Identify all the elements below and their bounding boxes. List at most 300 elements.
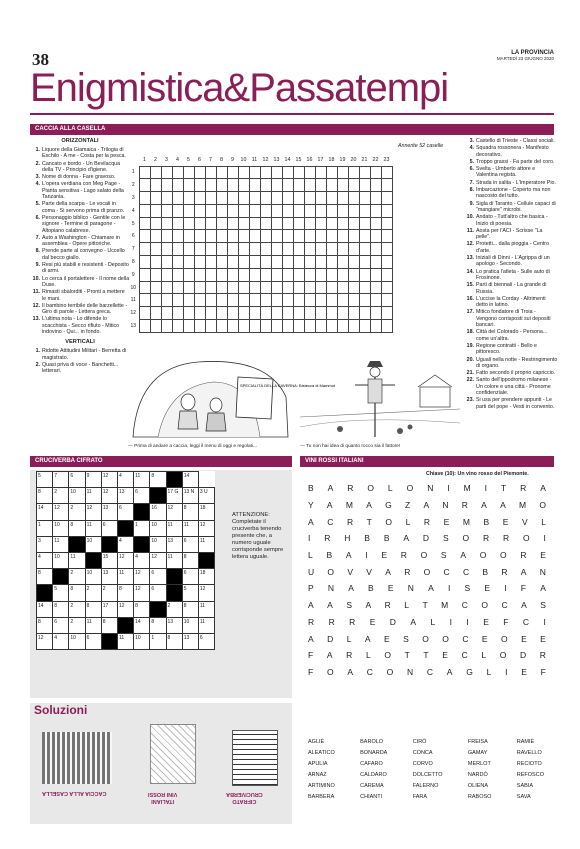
wordsearch-letter: A (327, 483, 334, 494)
sol-label-vini (148, 790, 177, 804)
grid-cell (183, 268, 194, 281)
wordsearch-letter: L (486, 666, 492, 677)
wordsearch-letter: N (327, 583, 334, 594)
wordsearch-letter: A (540, 583, 546, 594)
grid-corner (128, 155, 139, 166)
grid-cell (139, 281, 150, 294)
wordsearch-letter: D (422, 533, 430, 544)
cifrato-cell: 8 (150, 472, 166, 488)
wordsearch-letter: A (308, 516, 314, 527)
cifrato-cell (37, 585, 53, 601)
orizzontali-clue-number: 6. (35, 214, 40, 221)
grid-cell (227, 243, 238, 256)
grid-cell (282, 294, 293, 307)
grid-header-row (128, 155, 392, 166)
cifrato-cell: 11 (198, 617, 214, 633)
grid-cell (326, 243, 337, 256)
verticali-clue-text: Uguali nella notte - Restringimento di organo. (476, 356, 558, 369)
word-item: CAREMA (360, 783, 384, 789)
orizzontali-clue-text: Rimasti sbalorditi - Pronti a mettere le mani. (42, 289, 125, 302)
grid-cell (326, 281, 337, 294)
wordsearch-letter: F (540, 666, 546, 677)
cifrato-cell (101, 633, 117, 649)
grid-cell (282, 256, 293, 269)
wordsearch-letter: F (308, 666, 314, 677)
wordsearch-letter: O (386, 666, 394, 677)
grid-cell (348, 268, 359, 281)
grid-row (128, 204, 392, 217)
grid-cell (315, 281, 326, 294)
grid-cell (293, 166, 304, 179)
verticali-clue (464, 296, 558, 309)
grid-cell (194, 230, 205, 243)
wordsearch-letter: L (405, 516, 411, 527)
grid-cell (172, 307, 183, 320)
cifrato-cell (69, 536, 85, 552)
grid-cell (139, 166, 150, 179)
grid-cell (381, 192, 392, 205)
wordsearch-row (308, 664, 546, 681)
grid-cell (205, 268, 216, 281)
grid-row-number: 12 (130, 310, 137, 317)
wordsearch-letter: F (503, 616, 509, 627)
cifrato-cell: 12 (198, 585, 214, 601)
grid-cell (139, 320, 150, 333)
verticali-title: VERTICALI (65, 339, 95, 346)
grid-cell (282, 179, 293, 192)
orizzontali-clue-number: 9. (35, 262, 40, 269)
grid-col-number: 11 (251, 157, 258, 164)
cifrato-cell: 4 (134, 552, 150, 568)
orizzontali-clue (30, 276, 130, 289)
wordsearch-letter: R (308, 616, 315, 627)
grid-cell (271, 294, 282, 307)
verticali-clue (464, 269, 558, 282)
wordsearch-letter: E (383, 633, 390, 644)
grid-cell (260, 166, 271, 179)
wordsearch-letter: O (327, 566, 335, 577)
wordsearch-letter: A (327, 600, 333, 611)
grid-cell (249, 281, 260, 294)
wordsearch-letter: D (327, 633, 334, 644)
cifrato-cell: 13 (166, 536, 182, 552)
grid-col-number: 10 (240, 157, 247, 164)
wordsearch-grid (308, 480, 546, 680)
verticali-clue (30, 362, 130, 375)
grid-cell (194, 192, 205, 205)
grid-cell (315, 230, 326, 243)
grid-cell (172, 217, 183, 230)
cifrato-cell (198, 552, 214, 568)
orizzontali-clue-text: Prende parte al convegno - Uccello dal becco giallo. (42, 248, 125, 261)
grid-cell (293, 179, 304, 192)
cifrato-cell: 6 (101, 520, 117, 536)
cifrato-cell (150, 488, 166, 504)
grid-col-number: 6 (198, 157, 201, 164)
grid-cell (161, 217, 172, 230)
grid-cell (370, 281, 381, 294)
wordsearch-row (308, 630, 546, 647)
grid-row (128, 230, 392, 243)
cifrato-row (37, 472, 215, 488)
grid-cell (150, 192, 161, 205)
grid-cell (249, 217, 260, 230)
cifrato-cell: 12 (117, 552, 133, 568)
wordsearch-letter: V (366, 566, 372, 577)
wordsearch-letter: M (463, 483, 471, 494)
grid-cell (260, 294, 271, 307)
verticali-clue-number: 17. (466, 309, 474, 316)
grid-cell (282, 192, 293, 205)
grid-cell (260, 179, 271, 192)
grid-cell (326, 166, 337, 179)
grid-cell (205, 204, 216, 217)
cifrato-cell: 11 (117, 569, 133, 585)
wordsearch-letter: E (443, 516, 450, 527)
orizzontali-clue-text: Cancato e bordo - Un Bevilacqua della TV - Principio d'igiene. (42, 160, 121, 173)
grid-cell (172, 192, 183, 205)
grid-cell (139, 294, 150, 307)
verticali-clue (464, 282, 558, 295)
verticali-clue-number: 16. (466, 295, 474, 302)
word-item: ALEATICO (308, 750, 335, 756)
grid-cell (161, 166, 172, 179)
cifrato-cell: 8 (101, 617, 117, 633)
wordsearch-letter: C (327, 516, 334, 527)
caccia-bar: CACCIA ALLA CASELLA (30, 124, 554, 135)
cifrato-cell: 6 (69, 472, 85, 488)
verticali-clue-text: Fatto secondo il proprio capriccio. (476, 370, 556, 377)
wordsearch-letter: R (461, 500, 468, 511)
grid-cell (337, 307, 348, 320)
grid-cell (293, 268, 304, 281)
wordsearch-letter: Y (308, 500, 314, 511)
grid-col-number: 8 (220, 157, 223, 164)
word-item: CORVO (412, 761, 433, 767)
verticali-clue-number: 11. (466, 227, 474, 234)
cifrato-row (37, 633, 215, 649)
cifrato-cell: 6 (150, 585, 166, 601)
verticali-clue (464, 377, 558, 396)
grid-cell (293, 204, 304, 217)
grid-cell (337, 192, 348, 205)
grid-cell (205, 217, 216, 230)
wordsearch-letter: A (520, 566, 527, 577)
word-item: CIRÒ (412, 739, 427, 745)
wordsearch-letter: I (484, 483, 488, 494)
word-item: CONCA (412, 750, 433, 756)
wordsearch-letter: D (520, 650, 527, 661)
grid-cell (326, 320, 337, 333)
grid-row-number: 6 (131, 233, 135, 240)
cifrato-cell: 12 (53, 504, 69, 520)
wordsearch-letter: D (389, 616, 396, 627)
sol-label-cifrato (226, 790, 263, 804)
grid-col-number: 9 (231, 157, 234, 164)
grid-cell (183, 179, 194, 192)
grid-cell (359, 204, 370, 217)
grid-cell (271, 281, 282, 294)
wordsearch-letter: B (483, 516, 490, 527)
cifrato-cell: 8 (37, 569, 53, 585)
grid-row (128, 320, 392, 333)
grid-row-number: 4 (131, 207, 135, 214)
word-item: DOLCETTO (412, 772, 443, 778)
grid-cell (238, 166, 249, 179)
wordsearch-letter: A (348, 583, 354, 594)
grid-cell (238, 281, 249, 294)
grid-cell (304, 281, 315, 294)
grid-cell (161, 307, 172, 320)
grid-col-number: 22 (372, 157, 379, 164)
grid-row (128, 294, 392, 307)
grid-cell (315, 294, 326, 307)
wordsearch-letter: U (308, 566, 315, 577)
grid-cell (183, 307, 194, 320)
wordsearch-letter: A (521, 600, 527, 611)
wordsearch-letter: A (428, 583, 434, 594)
grid-cell (205, 243, 216, 256)
verticali-clue (464, 228, 558, 241)
cifrato-row (37, 488, 215, 504)
cifrato-attention: ATTENZIONE: Completate il cruciverba tenendo presente che, a numero uguale corrisponde sempre lettera uguale. (232, 512, 284, 560)
verticali-clue (464, 343, 558, 356)
cifrato-cell: 8 (134, 601, 150, 617)
grid-cell (359, 307, 370, 320)
wordsearch-letter: N (442, 500, 449, 511)
cifrato-cell: 11 (198, 536, 214, 552)
word-item: MERLOT (467, 761, 491, 767)
grid-cell (227, 192, 238, 205)
grid-cell (249, 166, 260, 179)
grid-cell (326, 192, 337, 205)
wordsearch-letter: O (500, 550, 507, 561)
cifrato-cell: 10 (150, 536, 166, 552)
verticali-clue-number: 21. (466, 370, 474, 377)
grid-cell (348, 294, 359, 307)
grid-col-number: 4 (176, 157, 179, 164)
grid-cell (183, 166, 194, 179)
cartoon-scarecrow-caption: — Tu non hai idea di quanto rocco sia il fattore! (300, 444, 401, 449)
wordsearch-letter: S (540, 600, 546, 611)
word-column (468, 737, 492, 803)
grid-note: Annerite 52 caselle (398, 143, 444, 149)
wordsearch-letter: R (324, 533, 331, 544)
cifrato-cell: 13 (101, 504, 117, 520)
grid-cell (161, 179, 172, 192)
wordsearch-letter: E (521, 666, 527, 677)
cifrato-cell: 4 (53, 633, 69, 649)
verticali-clue-text: Città del Colorado - Persona... come un'altra. (476, 329, 548, 342)
grid-row-number: 3 (131, 194, 135, 201)
grid-cell (150, 179, 161, 192)
cifrato-cell (166, 472, 182, 488)
grid-cell (238, 192, 249, 205)
orizzontali-list (30, 147, 130, 335)
orizzontali-title: ORIZZONTALI (61, 138, 99, 144)
grid-cell (271, 166, 282, 179)
cifrato-cell: 12 (101, 472, 117, 488)
grid-cell (370, 204, 381, 217)
wordsearch-word-list (308, 737, 544, 803)
orizzontali-clue-number: 1. (35, 147, 40, 153)
orizzontali-clue-number: 12. (32, 302, 40, 309)
grid-cell (194, 268, 205, 281)
cifrato-cell (134, 536, 150, 552)
wordsearch-letter: O (523, 533, 530, 544)
brand (497, 50, 554, 61)
grid-row-number: 5 (131, 220, 135, 227)
word-item: RAMIÈ (516, 739, 535, 745)
grid-cell (381, 166, 392, 179)
cifrato-cell: 10 (85, 536, 101, 552)
cifrato-bar: CRUCIVERBA CIFRATO (30, 456, 292, 467)
wordsearch-letter: T (422, 600, 428, 611)
verticali-clue-text: Svelta - Umberto attore e Valentina regista. (476, 166, 536, 179)
verticali-clue-number: 14. (466, 268, 474, 275)
wordsearch-letter: E (521, 633, 527, 644)
wordsearch-letter: A (446, 666, 453, 677)
grid-cell (326, 230, 337, 243)
section-title: Enigmistica&Passatempi (30, 66, 449, 110)
cifrato-cell: 6 (150, 569, 166, 585)
grid-cell (381, 307, 392, 320)
wordsearch-letter: C (501, 600, 508, 611)
wordsearch-letter: B (308, 483, 314, 494)
grid-cell (381, 230, 392, 243)
cifrato-cell: 4 (117, 472, 133, 488)
wordsearch-letter: A (540, 483, 546, 494)
grid-col-number: 20 (350, 157, 357, 164)
cifrato-cell: 10 (69, 633, 85, 649)
grid-cell (304, 166, 315, 179)
word-column (517, 737, 544, 803)
wordsearch-letter: C (366, 666, 373, 677)
grid-cell (337, 217, 348, 230)
orizzontali-clue-text: Auto a Washington - Chiamare in assemblea - Opere pittoriche. (42, 234, 120, 248)
grid-cell (238, 243, 249, 256)
grid-cell (194, 294, 205, 307)
cifrato-cell: 12 (117, 601, 133, 617)
wordsearch-letter: R (539, 650, 546, 661)
wordsearch-letter: H (344, 533, 351, 544)
issue-date: MARTEDÌ 23 GIUGNO 2020 (496, 56, 554, 61)
wordsearch-letter: C (461, 600, 468, 611)
wordsearch-letter: E (540, 550, 546, 561)
cifrato-cell: 12 (85, 504, 101, 520)
grid-cell (271, 320, 282, 333)
grid-cell (183, 192, 194, 205)
cifrato-row (37, 520, 215, 536)
grid-cell (359, 268, 370, 281)
verticali-list (30, 348, 130, 374)
cifrato-cell: 8 (69, 520, 85, 536)
grid-cell (326, 307, 337, 320)
wordsearch-letter: O (422, 633, 429, 644)
verticali-clue (464, 159, 558, 165)
cifrato-cell: 8 (117, 585, 133, 601)
grid-row-number: 8 (131, 258, 135, 265)
grid-row (128, 243, 392, 256)
grid-cell (348, 256, 359, 269)
word-item: RECIOTO (516, 761, 542, 767)
cifrato-row (37, 585, 215, 601)
grid-row (128, 281, 392, 294)
cifrato-cell: 2 (69, 601, 85, 617)
grid-cell (260, 320, 271, 333)
vini-chiave: Chiave (10): Un vino rosso del Piemonte. (426, 471, 529, 477)
verticali-clue-number: 13. (466, 255, 474, 262)
grid-cell (205, 230, 216, 243)
grid-cell (381, 268, 392, 281)
wordsearch-letter: M (441, 600, 449, 611)
grid-cell (183, 320, 194, 333)
word-item: SABIA (516, 783, 533, 789)
grid-cell (370, 230, 381, 243)
grid-cell (282, 268, 293, 281)
verticali-clue (464, 241, 558, 254)
orizzontali-clue-text: Parte della scarpa - Le vocali in coma - Si servono prima di pranzo. (42, 201, 125, 214)
wordsearch-row (308, 614, 546, 631)
grid-cell (238, 307, 249, 320)
cifrato-cell: 18 (198, 569, 214, 585)
grid-cell (161, 256, 172, 269)
verticali-clue (464, 187, 558, 200)
grid-cell (337, 204, 348, 217)
cifrato-cell: 11 (166, 520, 182, 536)
grid-cell (293, 217, 304, 230)
grid-cell (381, 281, 392, 294)
wordsearch-letter: A (410, 616, 417, 627)
word-item: OLIENA (467, 783, 489, 789)
grid-cell (271, 179, 282, 192)
wordsearch-letter: E (369, 616, 376, 627)
verticali-clue-number: 2. (35, 361, 40, 368)
cifrato-cell: 14 (182, 472, 198, 488)
wordsearch-letter: R (346, 516, 354, 527)
verticali-clue-number: 1. (35, 348, 40, 355)
wordsearch-letter: O (479, 550, 487, 561)
orizzontali-clue-number: 10. (32, 275, 40, 282)
grid-cell (216, 294, 227, 307)
cifrato-cell: 11 (53, 536, 69, 552)
verticali-clue (464, 138, 558, 144)
grid-cell (304, 179, 315, 192)
grid-cell (238, 256, 249, 269)
grid-cell (282, 166, 293, 179)
grid-cell (161, 294, 172, 307)
wordsearch-letter: S (440, 550, 447, 561)
grid-cell (337, 268, 348, 281)
verticali-clue-text: Imbarcazione - Coperto ma non nascosto del tutto. (476, 187, 551, 200)
grid-row-number: 1 (131, 169, 135, 176)
cifrato-cell: 8 (37, 617, 53, 633)
grid-cell (260, 204, 271, 217)
cifrato-cell: 11 (198, 601, 214, 617)
verticali-clue-text: Andato - Tutt'altro che basica - Inizio di poesia. (476, 214, 548, 227)
grid-cell (315, 256, 326, 269)
grid-cell (150, 294, 161, 307)
soluzioni-title: Soluzioni (34, 703, 88, 717)
wordsearch-letter: M (462, 516, 470, 527)
grid-cell (194, 166, 205, 179)
orizzontali-clue (30, 289, 130, 302)
grid-cell (216, 166, 227, 179)
verticali-clue (464, 180, 558, 186)
grid-cell (216, 320, 227, 333)
wordsearch-letter: L (346, 633, 352, 644)
wordsearch-letter: S (464, 583, 471, 594)
